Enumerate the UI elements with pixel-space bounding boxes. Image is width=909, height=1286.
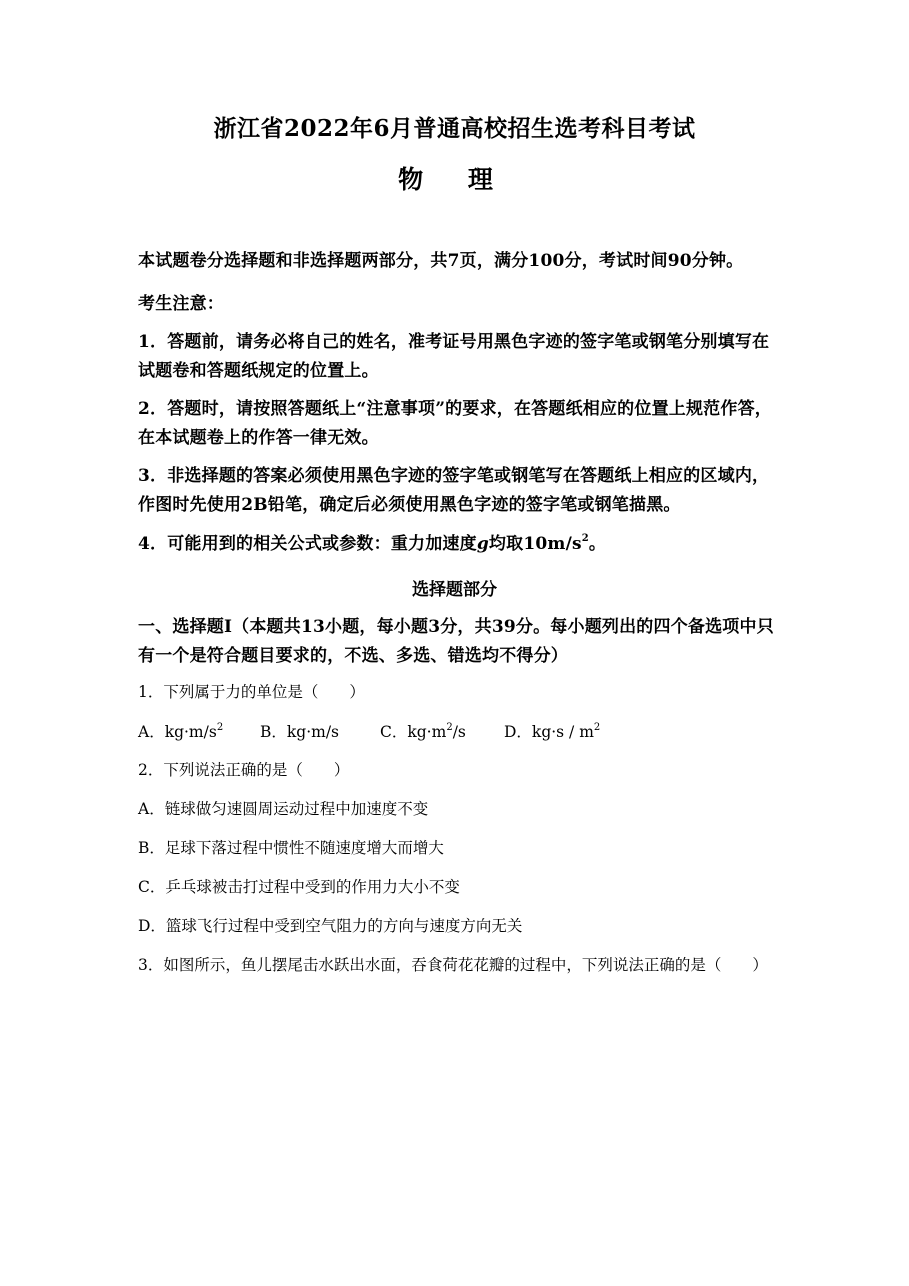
question-1-option-a [138,719,260,745]
question-2-option-d: D．篮球飞行过程中受到空气阻力的方向与速度方向无关 [138,917,523,935]
question-1-options [138,719,838,745]
notice-item-1: 1．答题前，请务必将自己的姓名，准考证号用黑色字迹的签字笔或钢笔分别填写在试题卷和答题纸规定的位置上。 [138,332,770,381]
notice-item-4 [138,530,778,559]
notice-item-4-exponent: 2 [581,533,589,545]
gravity-symbol: g [476,534,489,554]
subject-title [0,160,909,196]
option-a-text: A．kg·m/s [138,723,217,741]
option-a-sup: 2 [216,721,224,733]
notice-item-4-end: 。 [588,534,607,554]
part1-heading: 一、选择题Ⅰ（本题共13小题，每小题3分，共39分。每小题列出的四个备选项中只有一个是符合题目要求的，不选、多选、错选均不得分） [138,617,774,666]
question-2-option-a: A．链球做匀速圆周运动过程中加速度不变 [138,800,429,818]
question-1-option-d [504,719,600,745]
notice-item-4-text: 4．可能用到的相关公式或参数：重力加速度 [138,534,477,554]
question-2-option-c: C．乒乓球被击打过程中受到的作用力大小不变 [138,878,460,896]
subject-text: 物 理 [398,165,511,194]
question-2-option-b: B．足球下落过程中惯性不随速度增大而增大 [138,839,444,857]
question-3-stem: 3．如图所示，鱼儿摆尾击水跃出水面，吞食荷花花瓣的过程中，下列说法正确的是（ ） [138,956,768,974]
section-heading: 选择题部分 [412,580,497,600]
notice-item-2: 2．答题时，请按照答题纸上“注意事项”的要求，在答题纸相应的位置上规范作答，在本试题卷上的作答一律无效。 [138,399,772,448]
question-1-option-b [260,719,380,745]
exam-title: 浙江省2022年6月普通高校招生选考科目考试 [213,115,696,142]
notice-item-3: 3．非选择题的答案必须使用黑色字迹的签字笔或钢笔写在答题纸上相应的区域内，作图时先使用2B铅笔，确定后必须使用黑色字迹的签字笔或钢笔描黑。 [138,466,770,515]
option-d-text: D．kg·s / m [504,723,594,741]
notice-item-4-tail: 均取10m/s [488,534,582,554]
notice-heading: 考生注意： [138,294,224,314]
question-2-stem: 2．下列说法正确的是（ ） [138,761,350,779]
option-b-text: B．kg·m/s [260,723,340,741]
intro-paragraph: 本试题卷分选择题和非选择题两部分，共7页，满分100分，考试时间90分钟。 [138,251,744,271]
option-c-text: C．kg·m [380,723,447,741]
option-d-sup: 2 [593,721,601,733]
option-c-sup: 2 [446,721,453,733]
question-1-option-c [380,719,504,745]
question-1-stem: 1．下列属于力的单位是（ ） [138,683,365,701]
option-c-tail: /s [452,723,466,741]
